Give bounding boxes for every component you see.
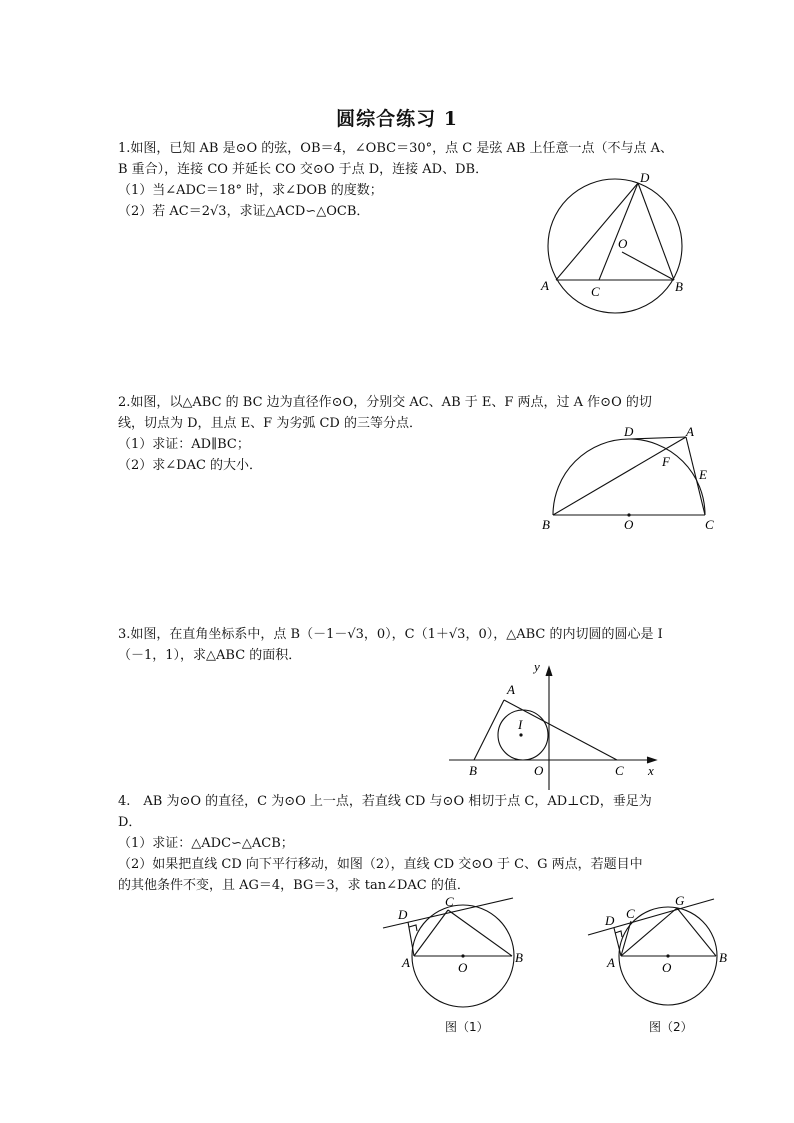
fig3-label-i: I xyxy=(518,717,523,732)
fig1-label-b: B xyxy=(675,279,683,294)
problem-3-line-2: （－1，1），求△ABC 的面积． xyxy=(118,648,302,663)
fig2-label-c: C xyxy=(705,517,714,532)
fig3-label-x: x xyxy=(648,763,654,778)
fig4-1-label-o: O xyxy=(458,960,468,975)
problem-2-line-3: （1）求证：AD∥BC； xyxy=(118,437,250,452)
problem-3-line-1: 3.如图，在直角坐标系中，点 B（－1－√3，0），C（1＋√3，0），△ABC 的内切圆的圆心是 I xyxy=(118,627,663,642)
problem-2-line-4: （2）求∠DAC 的大小． xyxy=(118,458,263,473)
problem-1-line-4: （2）若 AC＝2√3，求证△ACD∽△OCB． xyxy=(118,204,370,219)
fig3-label-c: C xyxy=(615,763,624,778)
problem-1-line-3: （1）当∠ADC＝18° 时，求∠DOB 的度数； xyxy=(118,183,383,198)
fig4-1-label-c: C xyxy=(445,894,454,909)
page-title: 圆综合练习 1 xyxy=(336,108,458,130)
fig4-1-label-b: B xyxy=(515,950,523,965)
problem-1-line-1: 1.如图，已知 AB 是⊙O 的弦，OB＝4，∠OBC＝30°，点 C 是弦 AB 上任意一点（不与点 A、 xyxy=(118,141,674,156)
problem-4-line-2: D． xyxy=(118,815,142,830)
fig4-2-label-g: G xyxy=(675,893,685,908)
fig4-2-label-d: D xyxy=(605,913,615,928)
fig4-caption-1: 图（1） xyxy=(445,1020,489,1034)
fig2-label-b: B xyxy=(542,517,550,532)
problem-4-line-4: （2）如果把直线 CD 向下平行移动，如图（2），直线 CD 交⊙O 于 C、G 两点，若题目中 xyxy=(118,857,643,872)
fig1-label-c: C xyxy=(591,284,600,299)
fig4-2-label-a: A xyxy=(607,955,615,970)
fig1-label-o: O xyxy=(618,236,628,251)
fig4-2-label-b: B xyxy=(719,950,727,965)
fig2-label-a: A xyxy=(686,424,694,439)
problem-4-line-1: 4. AB 为⊙O 的直径，C 为⊙O 上一点，若直线 CD 与⊙O 相切于点 C，AD⊥CD，垂足为 xyxy=(118,794,652,809)
fig4-1-label-d: D xyxy=(398,907,408,922)
fig3-label-o: O xyxy=(534,763,544,778)
problem-1-line-2: B 重合），连接 CO 并延长 CO 交⊙O 于点 D，连接 AD、DB． xyxy=(118,162,489,177)
fig4-caption-2: 图（2） xyxy=(649,1020,693,1034)
problem-2-line-1: 2.如图，以△ABC 的 BC 边为直径作⊙O，分别交 AC、AB 于 E、F 两点，过 A 作⊙O 的切 xyxy=(118,395,652,410)
fig2-label-e: E xyxy=(699,467,707,482)
fig3-label-y: y xyxy=(534,659,540,674)
problem-4-line-5: 的其他条件不变，且 AG＝4，BG＝3，求 tan∠DAC 的值． xyxy=(118,878,470,893)
fig2-label-f: F xyxy=(662,454,670,469)
problem-2-line-2: 线，切点为 D，且点 E、F 为劣弧 CD 的三等分点． xyxy=(118,416,422,431)
fig4-2-label-c: C xyxy=(626,906,635,921)
fig3-label-b: B xyxy=(469,763,477,778)
fig4-2-label-o: O xyxy=(662,960,672,975)
problem-4-line-3: （1）求证：△ADC∽△ACB； xyxy=(118,836,294,851)
fig1-label-d: D xyxy=(640,170,650,185)
fig1-label-a: A xyxy=(541,278,549,293)
fig4-1-label-a: A xyxy=(402,955,410,970)
fig2-label-d: D xyxy=(624,424,634,439)
fig3-label-a: A xyxy=(507,682,515,697)
fig2-label-o: O xyxy=(624,517,634,532)
